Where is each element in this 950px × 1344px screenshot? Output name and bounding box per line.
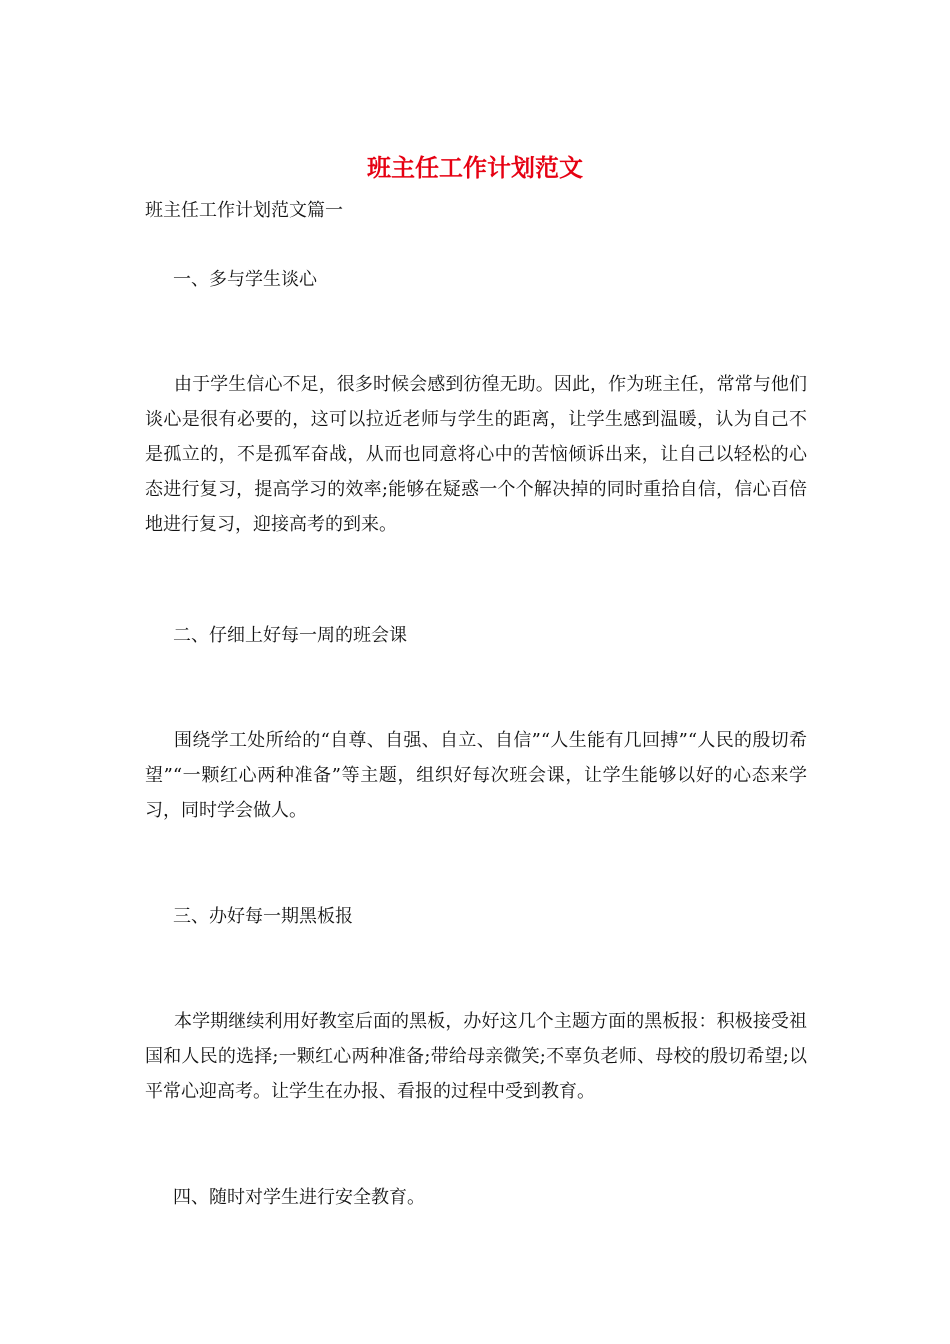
- document-title: 班主任工作计划范文: [367, 153, 583, 182]
- section-paragraph-1: 由于学生信心不足，很多时候会感到彷徨无助。因此，作为班主任，常常与他们谈心是很有必要的，这可以拉近老师与学生的距离，让学生感到温暖，认为自己不是孤立的，不是孤军奋战，从而也同意将心中的苦恼倾诉出来，让自己以轻松的心态进行复习，提高学习的效率;能够在疑惑一个个解决掉的同时重拾自信，信心百倍地进行复习，迎接高考的到来。: [145, 374, 807, 535]
- section-paragraph-2: 围绕学工处所给的“自尊、自强、自立、自信”“人生能有几回搏”“人民的殷切希望”“一颗红心两种准备”等主题，组织好每次班会课，让学生能够以好的心态来学习，同时学会做人。: [145, 730, 807, 821]
- document-subtitle: 班主任工作计划范文篇一: [145, 200, 343, 221]
- section-heading-2: 二、仔细上好每一周的班会课: [173, 625, 407, 646]
- section-heading-3: 三、办好每一期黑板报: [173, 906, 353, 927]
- section-heading-1: 一、多与学生谈心: [173, 269, 317, 290]
- section-heading-4: 四、随时对学生进行安全教育。: [173, 1187, 425, 1208]
- section-paragraph-3: 本学期继续利用好教室后面的黑板，办好这几个主题方面的黑板报：积极接受祖国和人民的选择;一颗红心两种准备;带给母亲微笑;不辜负老师、母校的殷切希望;以平常心迎高考。让学生在办报、看报的过程中受到教育。: [145, 1011, 807, 1102]
